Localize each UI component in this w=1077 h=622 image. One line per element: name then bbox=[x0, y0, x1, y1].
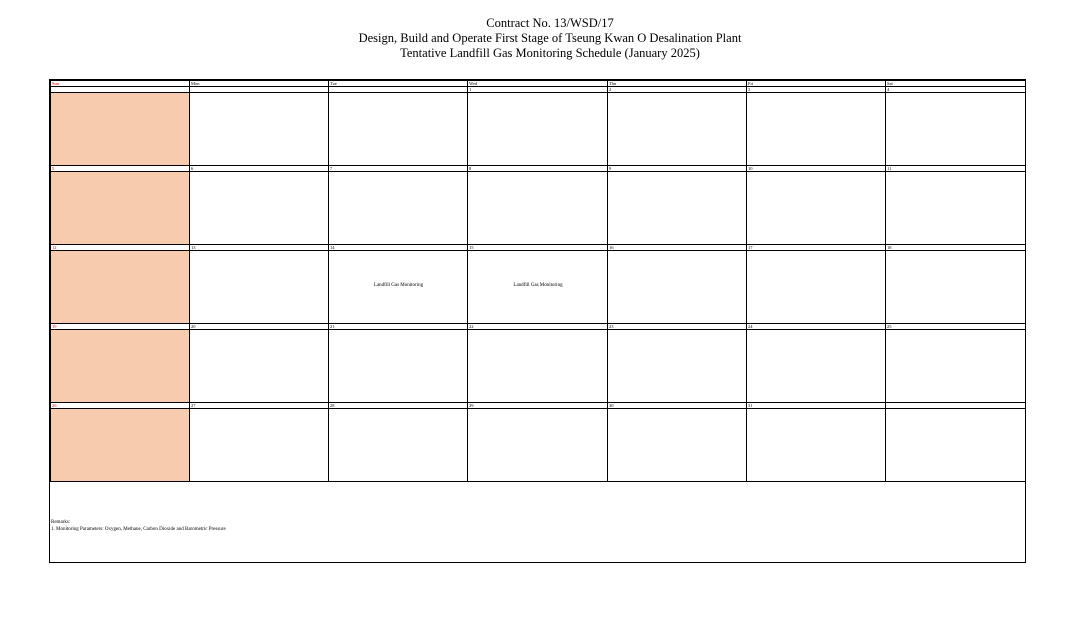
contract-title: Contract No. 13/WSD/17 bbox=[486, 16, 614, 30]
day-cell bbox=[747, 251, 886, 324]
day-cell bbox=[608, 409, 747, 482]
date-cell: 24 bbox=[747, 324, 886, 330]
date-cell: 5 bbox=[51, 166, 190, 172]
day-cell bbox=[190, 251, 329, 324]
date-cell: 3 bbox=[747, 87, 886, 93]
event-row bbox=[51, 330, 1026, 403]
day-header-sat: Sat bbox=[886, 81, 1026, 87]
day-cell bbox=[608, 251, 747, 324]
day-header-tue: Tue bbox=[329, 81, 468, 87]
day-header-wed: Wed bbox=[468, 81, 608, 87]
date-cell: 8 bbox=[468, 166, 608, 172]
date-cell: 15 bbox=[468, 245, 608, 251]
event-landfill-gas-monitoring: Landfill Gas Monitoring bbox=[373, 283, 424, 288]
event-landfill-gas-monitoring: Landfill Gas Monitoring bbox=[513, 283, 563, 288]
date-cell: 4 bbox=[886, 87, 1026, 93]
date-cell: 20 bbox=[190, 324, 329, 330]
date-cell: 9 bbox=[608, 166, 747, 172]
day-cell bbox=[747, 330, 886, 403]
day-cell bbox=[747, 409, 886, 482]
day-header-mon: Mon bbox=[190, 81, 329, 87]
date-cell: 21 bbox=[329, 324, 468, 330]
day-cell bbox=[190, 93, 329, 166]
day-cell bbox=[190, 172, 329, 245]
date-cell: 31 bbox=[747, 403, 886, 409]
day-cell bbox=[329, 409, 468, 482]
day-cell bbox=[468, 172, 608, 245]
day-cell bbox=[329, 93, 468, 166]
remarks-line: 1. Monitoring Parameters: Oxygen, Methane, Carbon Dioxide and Barometric Pressure bbox=[51, 527, 226, 532]
date-cell: 17 bbox=[747, 245, 886, 251]
date-cell: 30 bbox=[608, 403, 747, 409]
day-cell bbox=[51, 172, 190, 245]
date-cell: 7 bbox=[329, 166, 468, 172]
day-cell bbox=[51, 93, 190, 166]
date-cell: 10 bbox=[747, 166, 886, 172]
day-cell bbox=[190, 330, 329, 403]
project-title: Design, Build and Operate First Stage of Tseung Kwan O Desalination Plant bbox=[358, 31, 742, 45]
day-cell bbox=[608, 172, 747, 245]
day-cell bbox=[468, 93, 608, 166]
event-row bbox=[51, 93, 1026, 166]
date-cell: 12 bbox=[51, 245, 190, 251]
day-cell bbox=[747, 93, 886, 166]
schedule-title: Tentative Landfill Gas Monitoring Schedule (January 2025) bbox=[400, 46, 700, 60]
day-cell bbox=[886, 409, 1026, 482]
date-cell: 28 bbox=[329, 403, 468, 409]
date-cell: 16 bbox=[608, 245, 747, 251]
event-row bbox=[51, 251, 1026, 324]
day-header-thu: Thu bbox=[608, 81, 747, 87]
day-cell bbox=[329, 172, 468, 245]
day-cell bbox=[886, 330, 1026, 403]
date-cell: 22 bbox=[468, 324, 608, 330]
date-cell: 18 bbox=[886, 245, 1026, 251]
day-cell bbox=[886, 251, 1026, 324]
calendar bbox=[49, 79, 1026, 563]
title-block bbox=[0, 16, 1077, 61]
day-cell bbox=[468, 251, 608, 324]
day-cell bbox=[886, 93, 1026, 166]
day-cell bbox=[608, 93, 747, 166]
day-header-fri: Fri bbox=[747, 81, 886, 87]
day-cell bbox=[51, 330, 190, 403]
date-cell: 11 bbox=[886, 166, 1026, 172]
day-cell bbox=[468, 330, 608, 403]
date-cell: 26 bbox=[51, 403, 190, 409]
date-cell: 27 bbox=[190, 403, 329, 409]
day-cell bbox=[886, 172, 1026, 245]
remarks-title: Remarks: bbox=[51, 520, 71, 525]
date-cell: 19 bbox=[51, 324, 190, 330]
date-cell: 29 bbox=[468, 403, 608, 409]
date-cell: 14 bbox=[329, 245, 468, 251]
date-cell: 23 bbox=[608, 324, 747, 330]
event-row bbox=[51, 409, 1026, 482]
date-cell: 13 bbox=[190, 245, 329, 251]
day-cell bbox=[329, 251, 468, 324]
day-cell bbox=[51, 251, 190, 324]
date-cell: 6 bbox=[190, 166, 329, 172]
day-cell bbox=[51, 409, 190, 482]
remarks-section bbox=[50, 498, 1025, 562]
event-row bbox=[51, 172, 1026, 245]
date-cell: 25 bbox=[886, 324, 1026, 330]
date-cell: 1 bbox=[468, 87, 608, 93]
day-cell bbox=[468, 409, 608, 482]
calendar-grid bbox=[50, 80, 1026, 482]
date-cell: 2 bbox=[608, 87, 747, 93]
day-cell bbox=[608, 330, 747, 403]
day-cell bbox=[190, 409, 329, 482]
day-cell bbox=[747, 172, 886, 245]
day-header-sun: Sun bbox=[51, 81, 190, 87]
day-cell bbox=[329, 330, 468, 403]
